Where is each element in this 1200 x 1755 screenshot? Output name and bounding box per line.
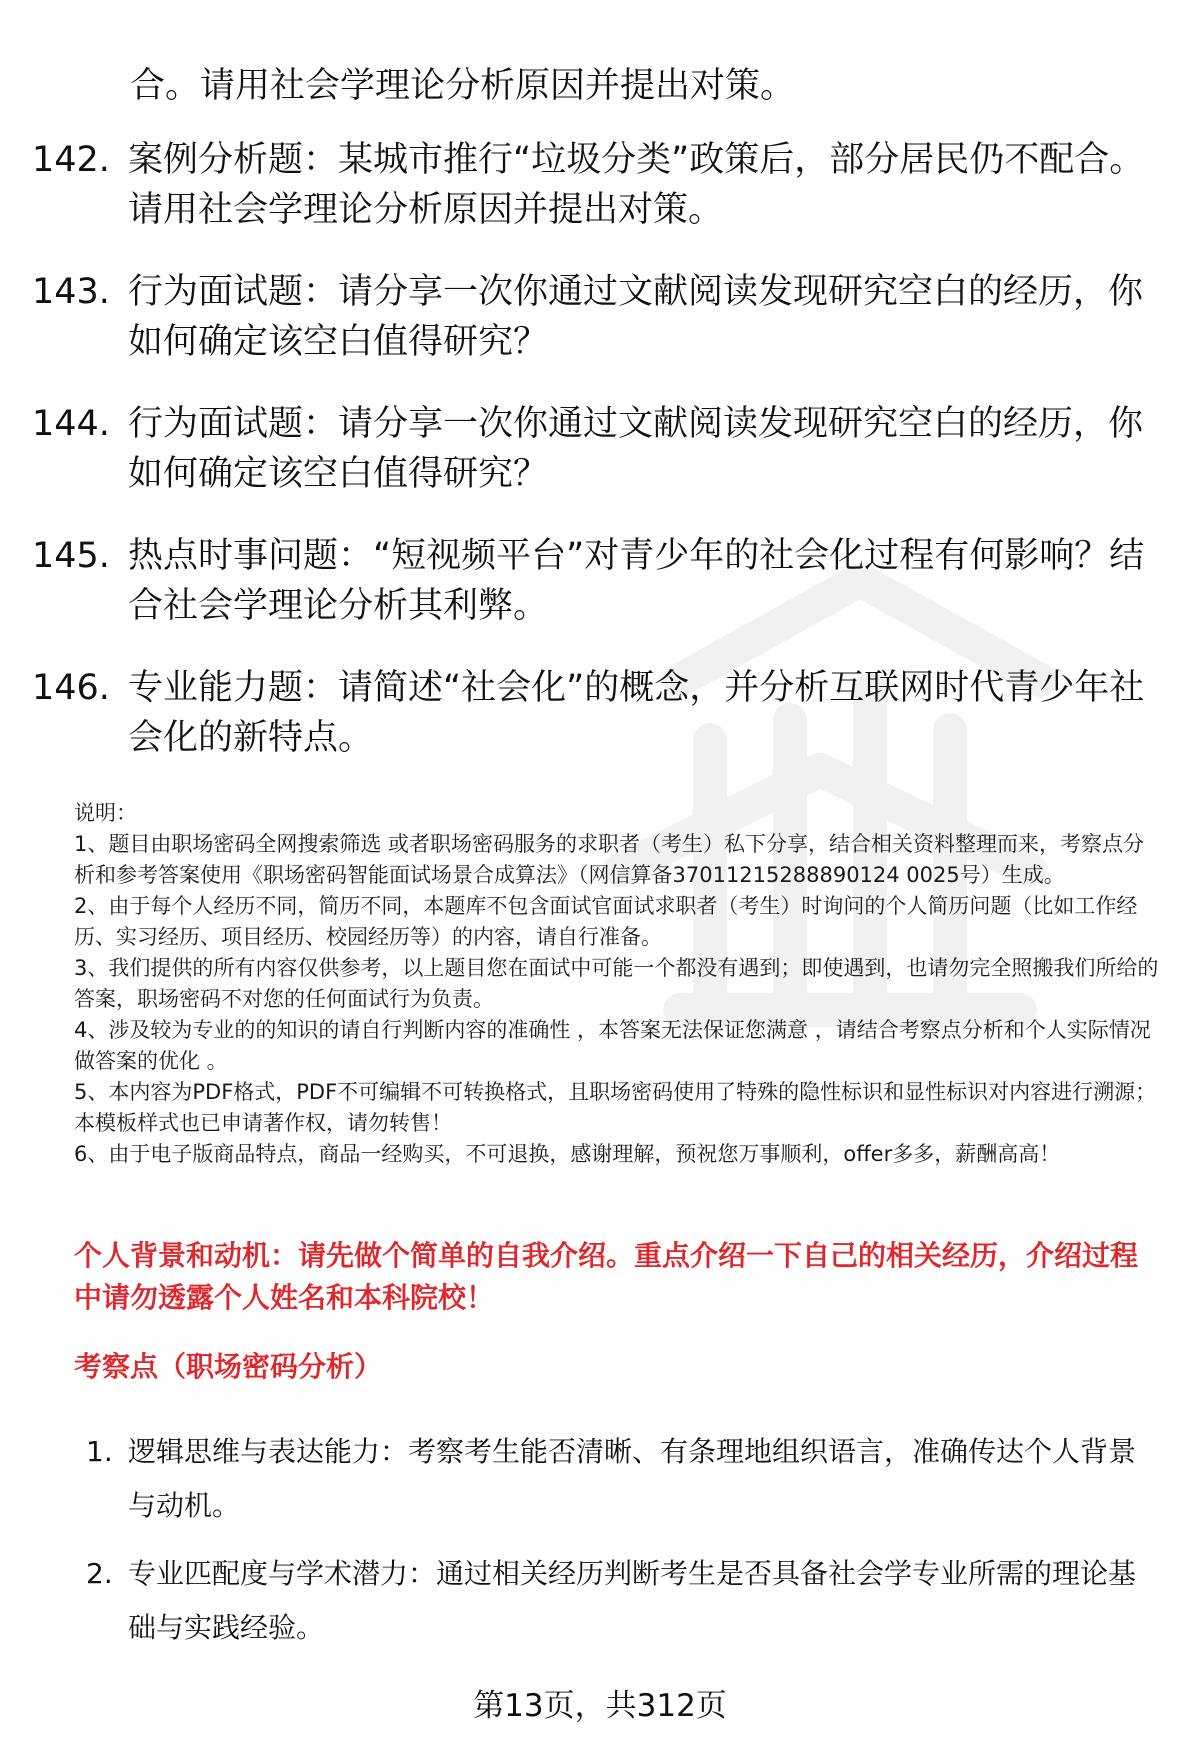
note-item: 1、题目由职场密码全网搜索筛选 或者职场密码服务的求职者（考生）私下分享，结合相关资料整理而来，考察点分析和参考答案使用《职场密码智能面试场景合成算法》（网信算备37011215288890124 0025号）生成。 — [74, 832, 1145, 887]
continuation-text: 合。请用社会学理论分析原因并提出对策。 — [130, 66, 796, 106]
question-text: 行为面试题：请分享一次你通过文献阅读发现研究空白的经历，你如何确定该空白值得研究？ — [128, 272, 1144, 362]
point-number: 2. — [86, 1557, 113, 1590]
page-footer: 第13页，共312页 — [473, 1688, 727, 1724]
notes-block — [74, 798, 1164, 1170]
notes-heading: 说明： — [74, 801, 137, 825]
assessment-points-list — [0, 1425, 1200, 1669]
point-text: 专业匹配度与学术潜力：通过相关经历判断考生是否具备社会学专业所需的理论基础与实践经验。 — [128, 1557, 1137, 1644]
note-item: 3、我们提供的所有内容仅供参考，以上题目您在面试中可能一个都没有遇到；即使遇到，也请勿完全照搬我们所给的答案，职场密码不对您的任何面试行为负责。 — [74, 956, 1159, 1011]
question-text: 行为面试题：请分享一次你通过文献阅读发现研究空白的经历，你如何确定该空白值得研究？ — [128, 404, 1144, 494]
question-number: 146. — [32, 668, 110, 708]
section-title: 考察点（职场密码分析） — [74, 1350, 383, 1383]
point-text: 逻辑思维与表达能力：考察考生能否清晰、有条理地组织语言，准确传达个人背景与动机。 — [128, 1435, 1137, 1522]
note-item: 2、由于每个人经历不同，简历不同，本题库不包含面试官面试求职者（考生）时询问的个人简历问题（比如工作经历、实习经历、项目经历、校园经历等）的内容，请自行准备。 — [74, 894, 1138, 949]
question-list — [0, 135, 1200, 795]
note-item: 6、由于电子版商品特点，商品一经购买，不可退换，感谢理解，预祝您万事顺利，offer多多，薪酬高高！ — [74, 1142, 1061, 1166]
question-text: 热点时事问题：“短视频平台”对青少年的社会化过程有何影响？结合社会学理论分析其利弊。 — [128, 536, 1145, 626]
question-text: 案例分析题：某城市推行“垃圾分类”政策后，部分居民仍不配合。请用社会学理论分析原因并提出对策。 — [128, 140, 1145, 230]
interview-prompt: 个人背景和动机：请先做个简单的自我介绍。重点介绍一下自己的相关经历，介绍过程中请勿透露个人姓名和本科院校！ — [74, 1239, 1139, 1314]
question-item — [0, 267, 1200, 399]
note-item: 4、涉及较为专业的的知识的请自行判断内容的准确性 ，本答案无法保证您满意 ，请结合考察点分析和个人实际情况做答案的优化 。 — [74, 1018, 1151, 1073]
point-number: 1. — [86, 1435, 113, 1468]
assessment-point — [0, 1547, 1200, 1669]
question-number: 145. — [32, 536, 110, 576]
question-item — [0, 399, 1200, 531]
question-item — [0, 663, 1200, 795]
question-text: 专业能力题：请简述“社会化”的概念，并分析互联网时代青少年社会化的新特点。 — [128, 668, 1145, 758]
question-number: 142. — [32, 140, 110, 180]
assessment-point — [0, 1425, 1200, 1547]
note-item: 5、本内容为PDF格式，PDF不可编辑不可转换格式，且职场密码使用了特殊的隐性标识和显性标识对内容进行溯源；本模板样式也已申请著作权，请勿转售！ — [74, 1080, 1157, 1135]
question-number: 144. — [32, 404, 110, 444]
question-item — [0, 135, 1200, 267]
question-number: 143. — [32, 272, 110, 312]
question-item — [0, 531, 1200, 663]
